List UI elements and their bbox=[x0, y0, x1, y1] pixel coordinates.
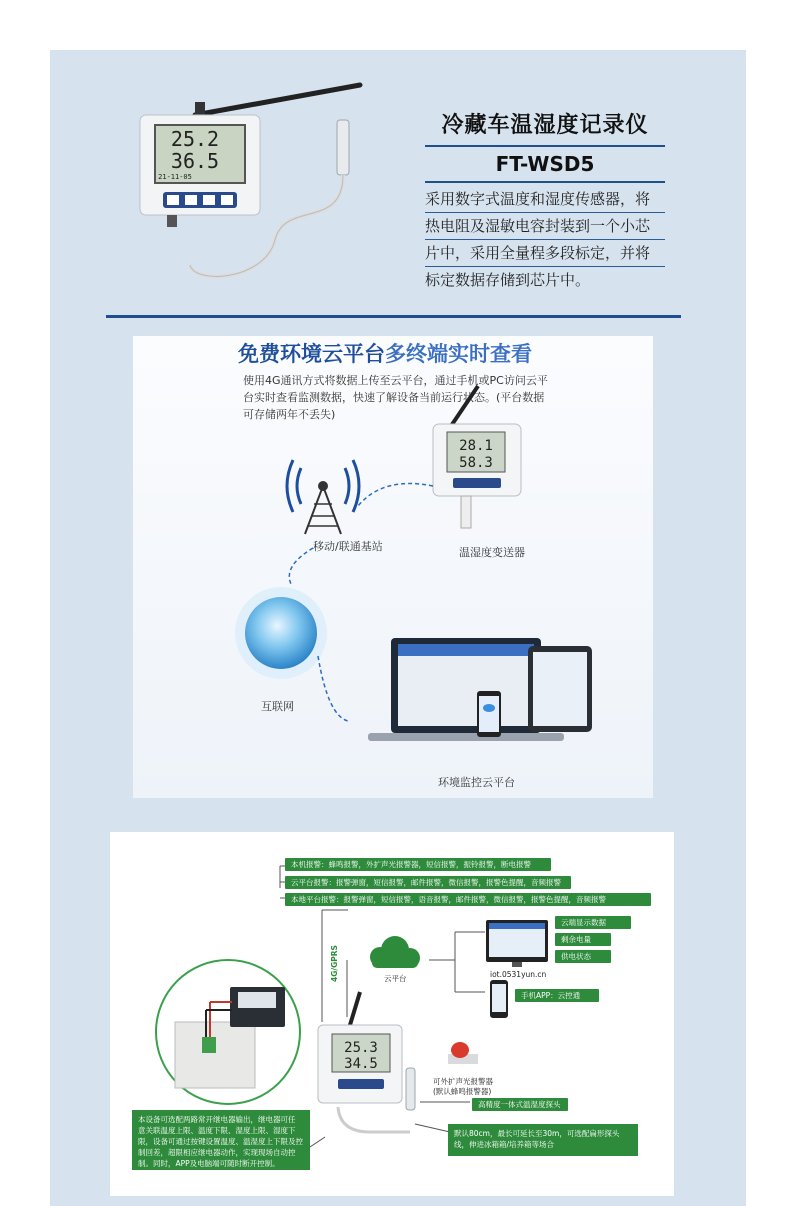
svg-text:25.3: 25.3 bbox=[344, 1040, 378, 1056]
phone-icon bbox=[477, 691, 501, 737]
relay-note-line: 制回差，超限相应继电器动作，实现现场自动控 bbox=[138, 1148, 296, 1157]
relay-note-line: 制。同时，APP及电脑端可随时断开控制。 bbox=[138, 1159, 280, 1168]
cloud-diagram bbox=[133, 336, 653, 798]
network-label: 4G/GPRS bbox=[330, 945, 339, 982]
relay-note bbox=[132, 1110, 310, 1170]
cloud-body-line: 使用4G通讯方式将数据上传至云平台，通过手机或PC访问云平 bbox=[243, 374, 548, 387]
alarm-device-label: 可外扩声光报警器 bbox=[433, 1077, 493, 1086]
section-divider bbox=[106, 315, 681, 318]
svg-text:34.5: 34.5 bbox=[344, 1056, 378, 1072]
cloud-title-part-b: 多终端实时查看 bbox=[385, 342, 532, 366]
alarm-device-sublabel: (默认蜂鸣报警器) bbox=[433, 1087, 492, 1096]
description-line: 片中，采用全量程多段标定，并将 bbox=[425, 240, 665, 267]
cloud-title-part-a: 免费环境云平台 bbox=[238, 342, 385, 366]
cloud-body-line: 台实时查看监测数据，快速了解设备当前运行状态。(平台数据 bbox=[243, 391, 545, 404]
description-line: 标定数据存储到芯片中。 bbox=[425, 271, 591, 289]
alarm-system-card bbox=[110, 832, 674, 1196]
tower-icon bbox=[287, 460, 359, 534]
description-line: 采用数字式温度和湿度传感器，将 bbox=[425, 186, 665, 213]
probe-icon bbox=[406, 1068, 415, 1110]
device-illustration bbox=[135, 80, 365, 300]
product-title: 冷藏车温湿度记录仪 bbox=[441, 113, 649, 138]
pc-feature-3: 供电状态 bbox=[555, 950, 611, 963]
cloud-label: 云平台 bbox=[384, 974, 407, 983]
probe-label: 高精度一体式温湿度探头 bbox=[472, 1098, 568, 1111]
relay-note-line: 意关联温度上限、温度下限、湿度上限、湿度下 bbox=[138, 1126, 296, 1135]
alarm-bar-local-platform: 本地平台报警：报警弹窗，短信报警，语音报警，邮件报警，微信报警，报警色提醒，音频报警 bbox=[285, 893, 651, 906]
relay-inset-icon bbox=[156, 960, 300, 1104]
relay-note-line: 限，设备可通过按键设置温度、温湿度上下限及控 bbox=[138, 1137, 303, 1146]
main-device-icon bbox=[318, 992, 410, 1132]
phone-icon bbox=[490, 980, 508, 1018]
cloud-platform-card bbox=[133, 336, 653, 798]
globe-icon bbox=[245, 597, 317, 669]
svg-text:28.1: 28.1 bbox=[459, 438, 493, 454]
cloud-body-line: 可存储两年不丢失) bbox=[243, 408, 336, 421]
tower-label: 移动/联通基站 bbox=[313, 540, 383, 553]
pc-feature-1: 云端显示数据 bbox=[555, 916, 631, 929]
alarm-light-icon bbox=[448, 1042, 478, 1064]
svg-text:21-11-05: 21-11-05 bbox=[158, 173, 192, 181]
tablet-icon bbox=[528, 646, 592, 732]
relay-note-line: 本设备可选配两路常开继电器输出，继电器可任 bbox=[138, 1115, 296, 1124]
svg-text:36.5: 36.5 bbox=[170, 149, 220, 173]
product-model: FT-WSD5 bbox=[495, 152, 595, 176]
transmitter-label: 温湿度变送器 bbox=[459, 546, 525, 559]
platform-url: iot.0531yun.cn bbox=[490, 970, 547, 979]
model-divider bbox=[425, 181, 665, 183]
probe-note-line: 线，伸进冰箱箱/培养箱等场合 bbox=[454, 1140, 555, 1149]
transmitter-icon bbox=[433, 386, 521, 528]
monitor-icon bbox=[486, 920, 548, 967]
app-label: 手机APP：云控通 bbox=[515, 989, 599, 1002]
pc-feature-2: 剩余电量 bbox=[555, 933, 611, 946]
svg-text:58.3: 58.3 bbox=[459, 455, 493, 471]
internet-label: 互联网 bbox=[261, 700, 294, 713]
probe-note-line: 默认80cm，最长可延长至30m，可选配扁形探头 bbox=[454, 1129, 620, 1138]
product-description bbox=[425, 186, 665, 293]
svg-text:25.2: 25.2 bbox=[170, 127, 220, 151]
cloud-icon bbox=[370, 936, 420, 968]
alarm-bar-cloud: 云平台报警：报警弹窗，短信报警，邮件报警，微信报警，报警色提醒，音频报警 bbox=[285, 876, 571, 889]
alarm-bar-local: 本机报警：蜂鸣报警，外扩声光报警器，短信报警，振铃报警，断电报警 bbox=[285, 858, 551, 871]
title-divider bbox=[425, 145, 665, 147]
platform-label: 环境监控云平台 bbox=[438, 776, 515, 789]
probe-note bbox=[448, 1124, 638, 1156]
description-line: 热电阻及湿敏电容封装到一个小芯 bbox=[425, 213, 665, 240]
